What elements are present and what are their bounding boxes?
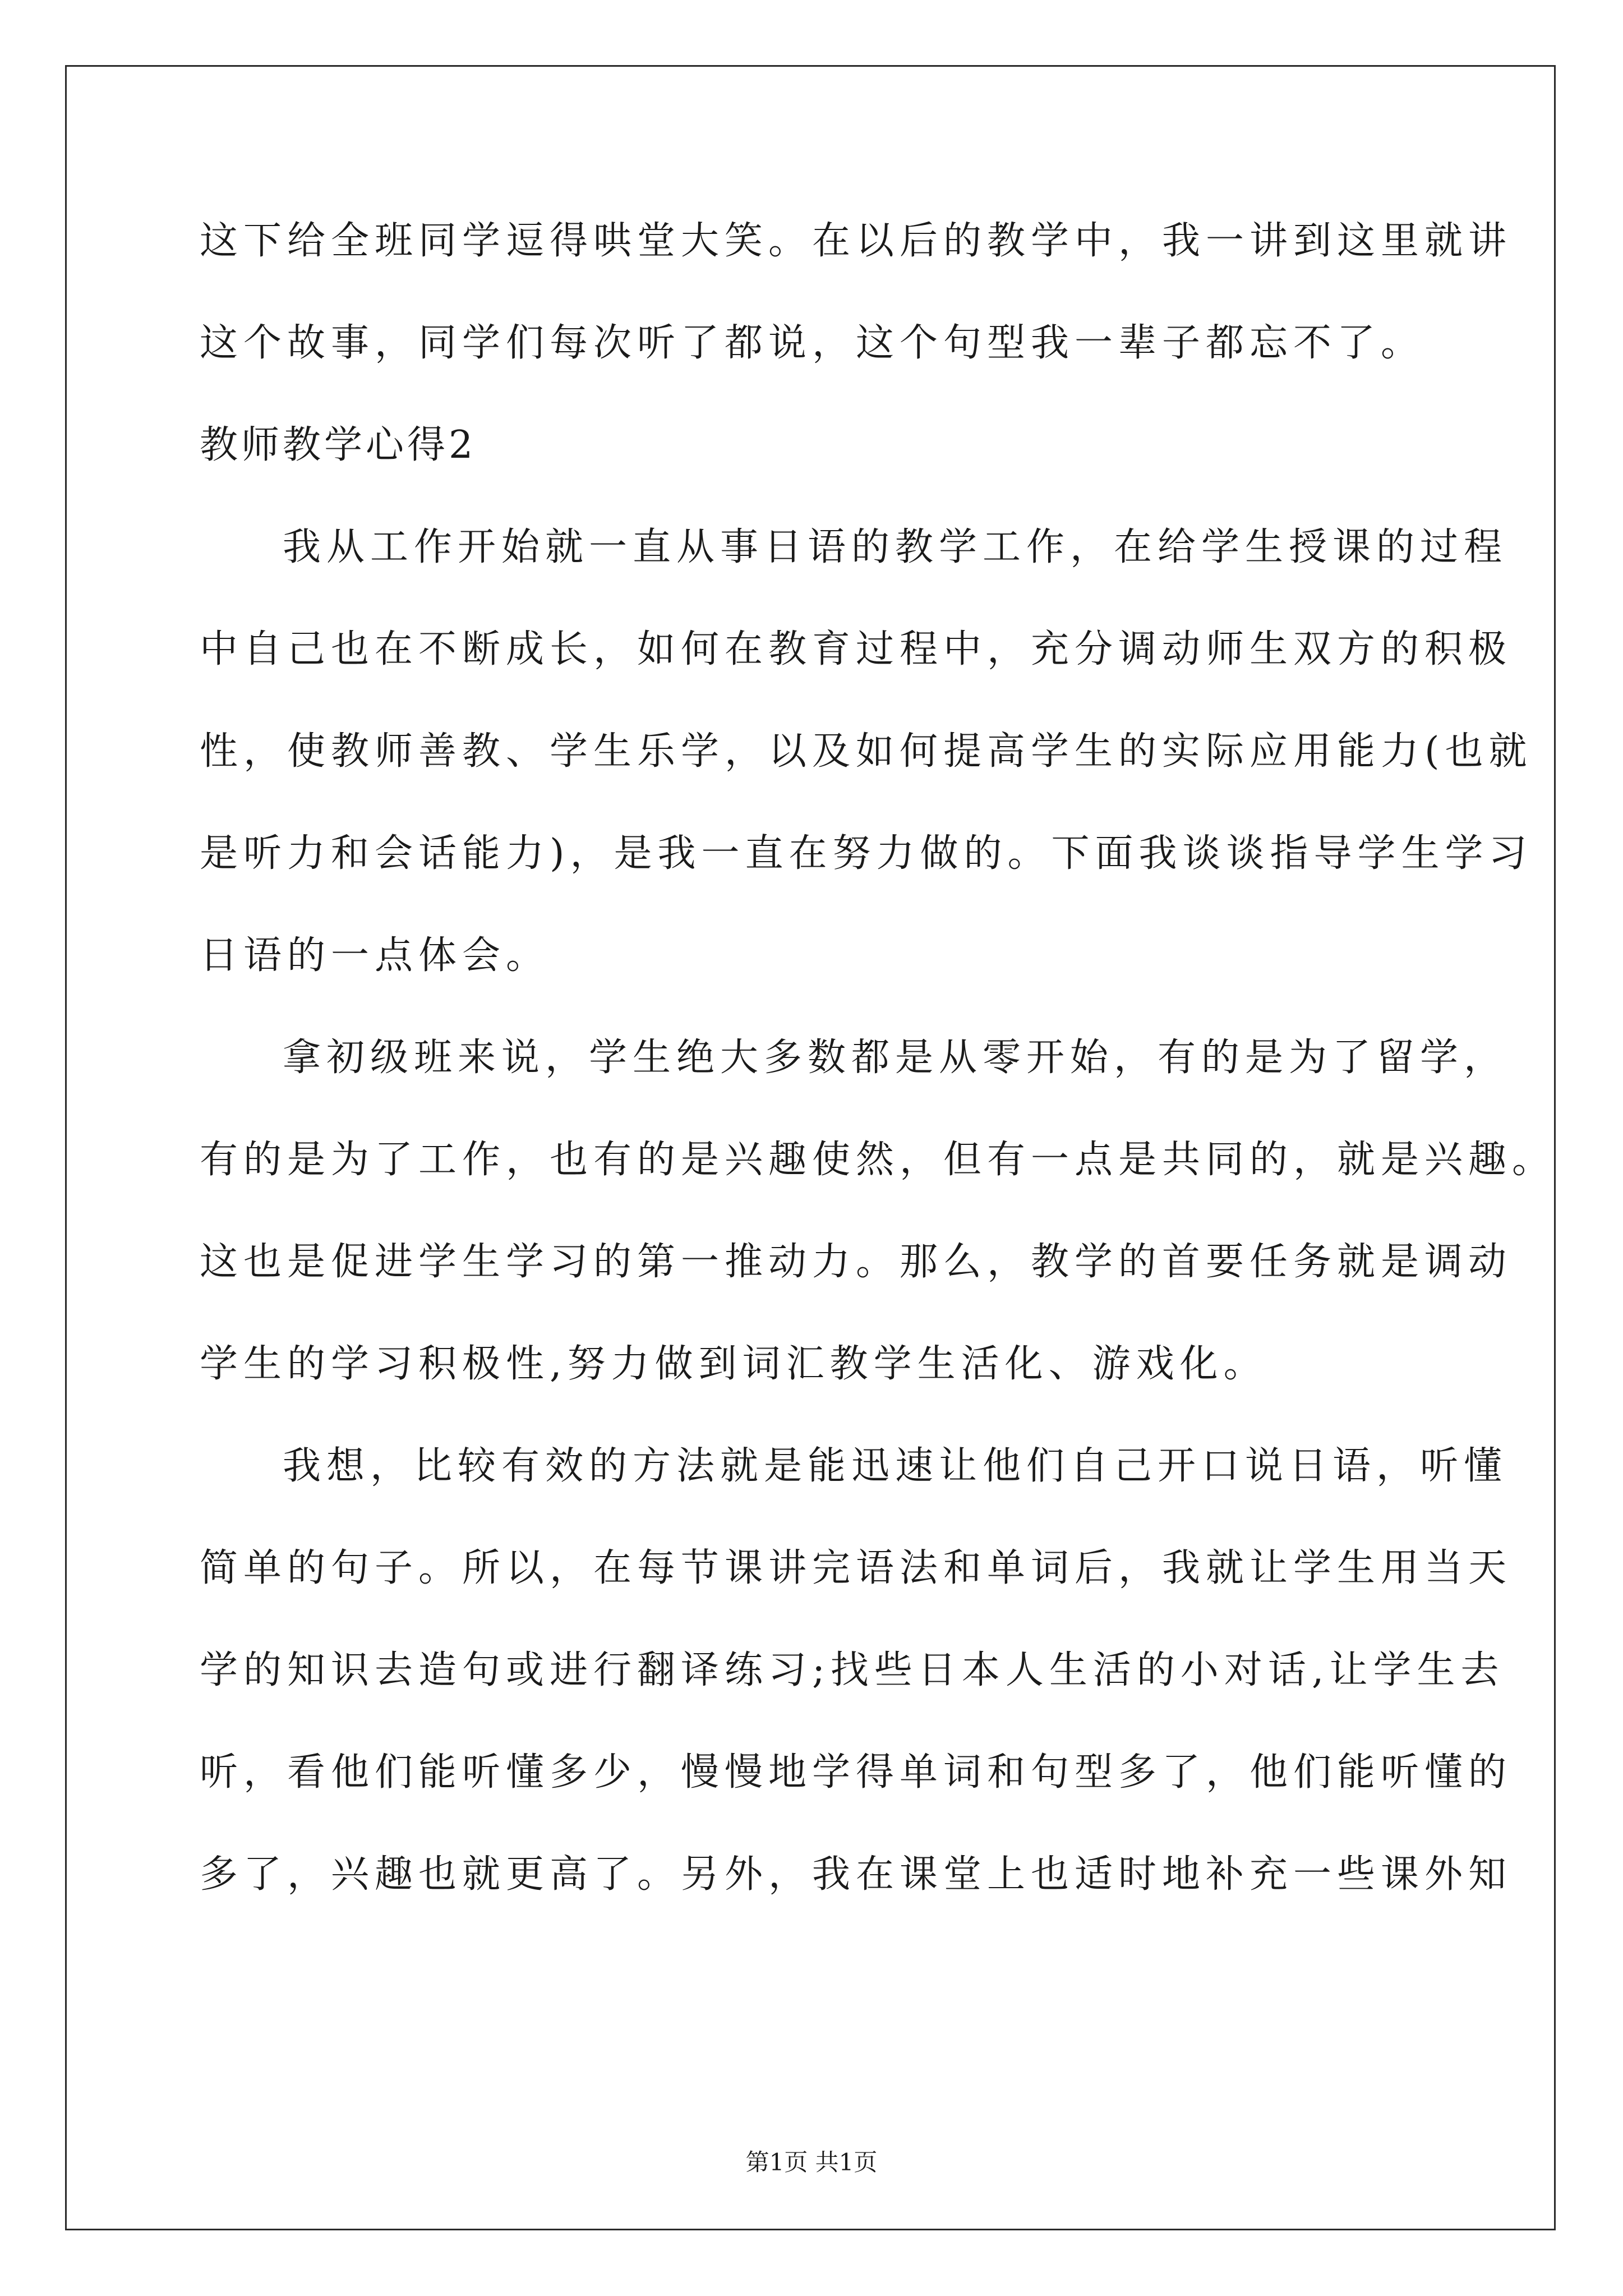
text-line: 性，使教师善教、学生乐学，以及如何提高学生的实际应用能力(也就	[200, 729, 1533, 774]
text-line: 学生的学习积极性,努力做到词汇教学生活化、游戏化。	[200, 1342, 1267, 1386]
text-line: 有的是为了工作，也有的是兴趣使然，但有一点是共同的，就是兴趣。	[200, 1138, 1556, 1182]
text-line: 多了，兴趣也就更高了。另外，我在课堂上也适时地补充一些课外知	[200, 1852, 1513, 1897]
text-line: 学的知识去造句或进行翻译练习;找些日本人生活的小对话,让学生去	[200, 1648, 1505, 1692]
text-line: 日语的一点体会。	[200, 933, 550, 978]
paragraph-first-line: 我从工作开始就一直从事日语的教学工作，在给学生授课的过程	[283, 525, 1508, 569]
text-line: 是听力和会话能力)，是我一直在努力做的。下面我谈谈指导学生学习	[200, 831, 1533, 876]
text-line: 这也是促进学生学习的第一推动力。那么，教学的首要任务就是调动	[200, 1240, 1513, 1284]
text-line: 中自己也在不断成长，如何在教育过程中，充分调动师生双方的积极	[200, 627, 1513, 671]
paragraph-first-line: 拿初级班来说，学生绝大多数都是从零开始，有的是为了留学，	[283, 1036, 1508, 1080]
text-line: 听，看他们能听懂多少，慢慢地学得单词和句型多了，他们能听懂的	[200, 1750, 1513, 1795]
paragraph-first-line: 我想，比较有效的方法就是能迅速让他们自己开口说日语，听懂	[283, 1444, 1508, 1488]
text-line: 这个故事，同学们每次听了都说，这个句型我一辈子都忘不了。	[200, 321, 1425, 365]
section-heading: 教师教学心得2	[200, 423, 477, 467]
page-number-footer: 第1页 共1页	[745, 2148, 878, 2176]
text-line: 这下给全班同学逗得哄堂大笑。在以后的教学中，我一讲到这里就讲	[200, 219, 1513, 263]
text-line: 简单的句子。所以，在每节课讲完语法和单词后，我就让学生用当天	[200, 1546, 1513, 1590]
